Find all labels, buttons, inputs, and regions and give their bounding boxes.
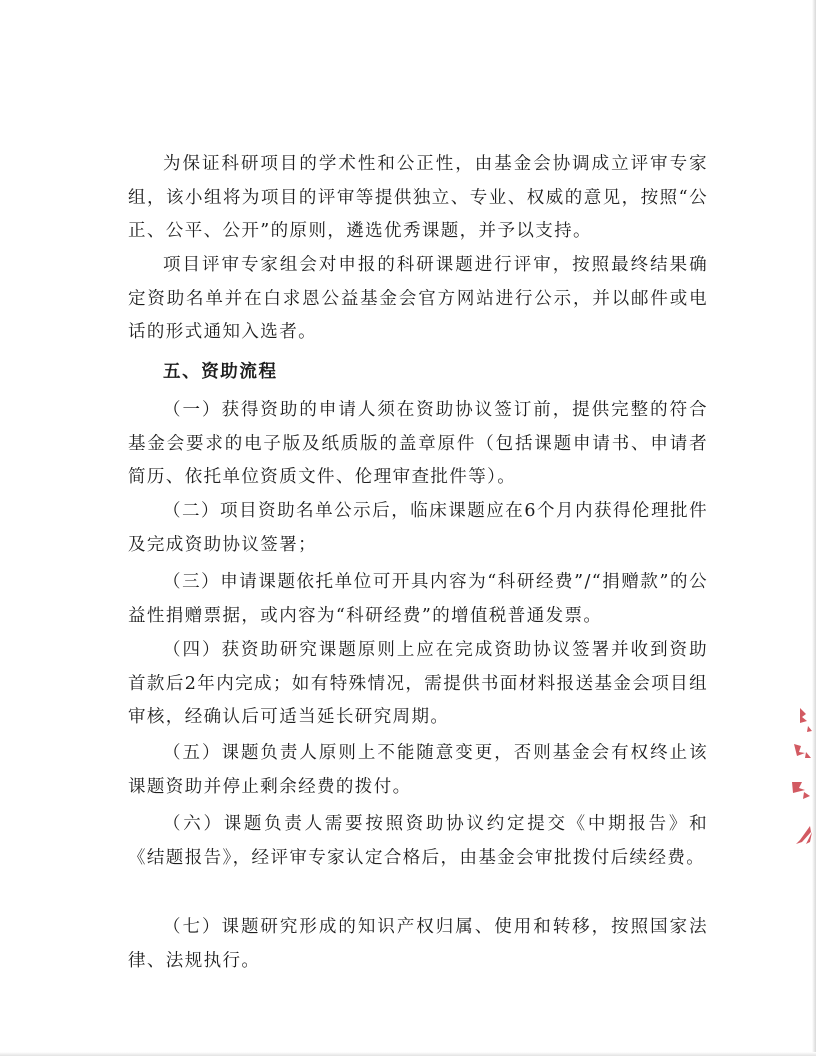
scan-edge-bottom <box>0 1052 816 1056</box>
scan-edge-right <box>812 0 816 1056</box>
list-item-7: （七）课题研究形成的知识产权归属、使用和转移，按照国家法律、法规执行。 <box>128 917 708 971</box>
list-item-3: （三）申请课题依托单位可开具内容为“科研经费”/“捐赠款”的公益性捐赠票据，或内容为“科研经费”的增值税普通发票。 <box>128 572 708 626</box>
paragraph-review-result: 项目评审专家组会对申报的科研课题进行评审，按照最终结果确定资助名单并在白求恩公益基金会官方网站进行公示，并以邮件或电话的形式通知入选者。 <box>128 255 708 342</box>
list-item-1: （一）获得资助的申请人须在资助协议签订前，提供完整的符合基金会要求的电子版及纸质版的盖章原件（包括课题申请书、申请者简历、依托单位资质文件、伦理审查批件等）。 <box>128 400 708 487</box>
list-item-2: （二）项目资助名单公示后，临床课题应在6个月内获得伦理批件及完成资助协议签署； <box>128 501 708 555</box>
list-item-4: （四）获资助研究课题原则上应在完成资助协议签署并收到资助首款后2年内完成；如有特殊情况，需提供书面材料报送基金会项目组审核，经确认后可适当延长研究周期。 <box>128 640 708 727</box>
paragraph-review-panel: 为保证科研项目的学术性和公正性，由基金会协调成立评审专家组，该小组将为项目的评审等提供独立、专业、权威的意见，按照“公正、公平、公开”的原则，遴选优秀课题，并予以支持。 <box>128 154 708 241</box>
list-item-6: （六）课题负责人需要按照资助协议约定提交《中期报告》和《结题报告》，经评审专家认定合格后，由基金会审批拨付后续经费。 <box>128 814 708 868</box>
section-heading-funding-process: 五、资助流程 <box>163 362 278 382</box>
list-item-5: （五）课题负责人原则上不能随意变更，否则基金会有权终止该课题资助并停止剩余经费的拨付。 <box>128 743 708 797</box>
